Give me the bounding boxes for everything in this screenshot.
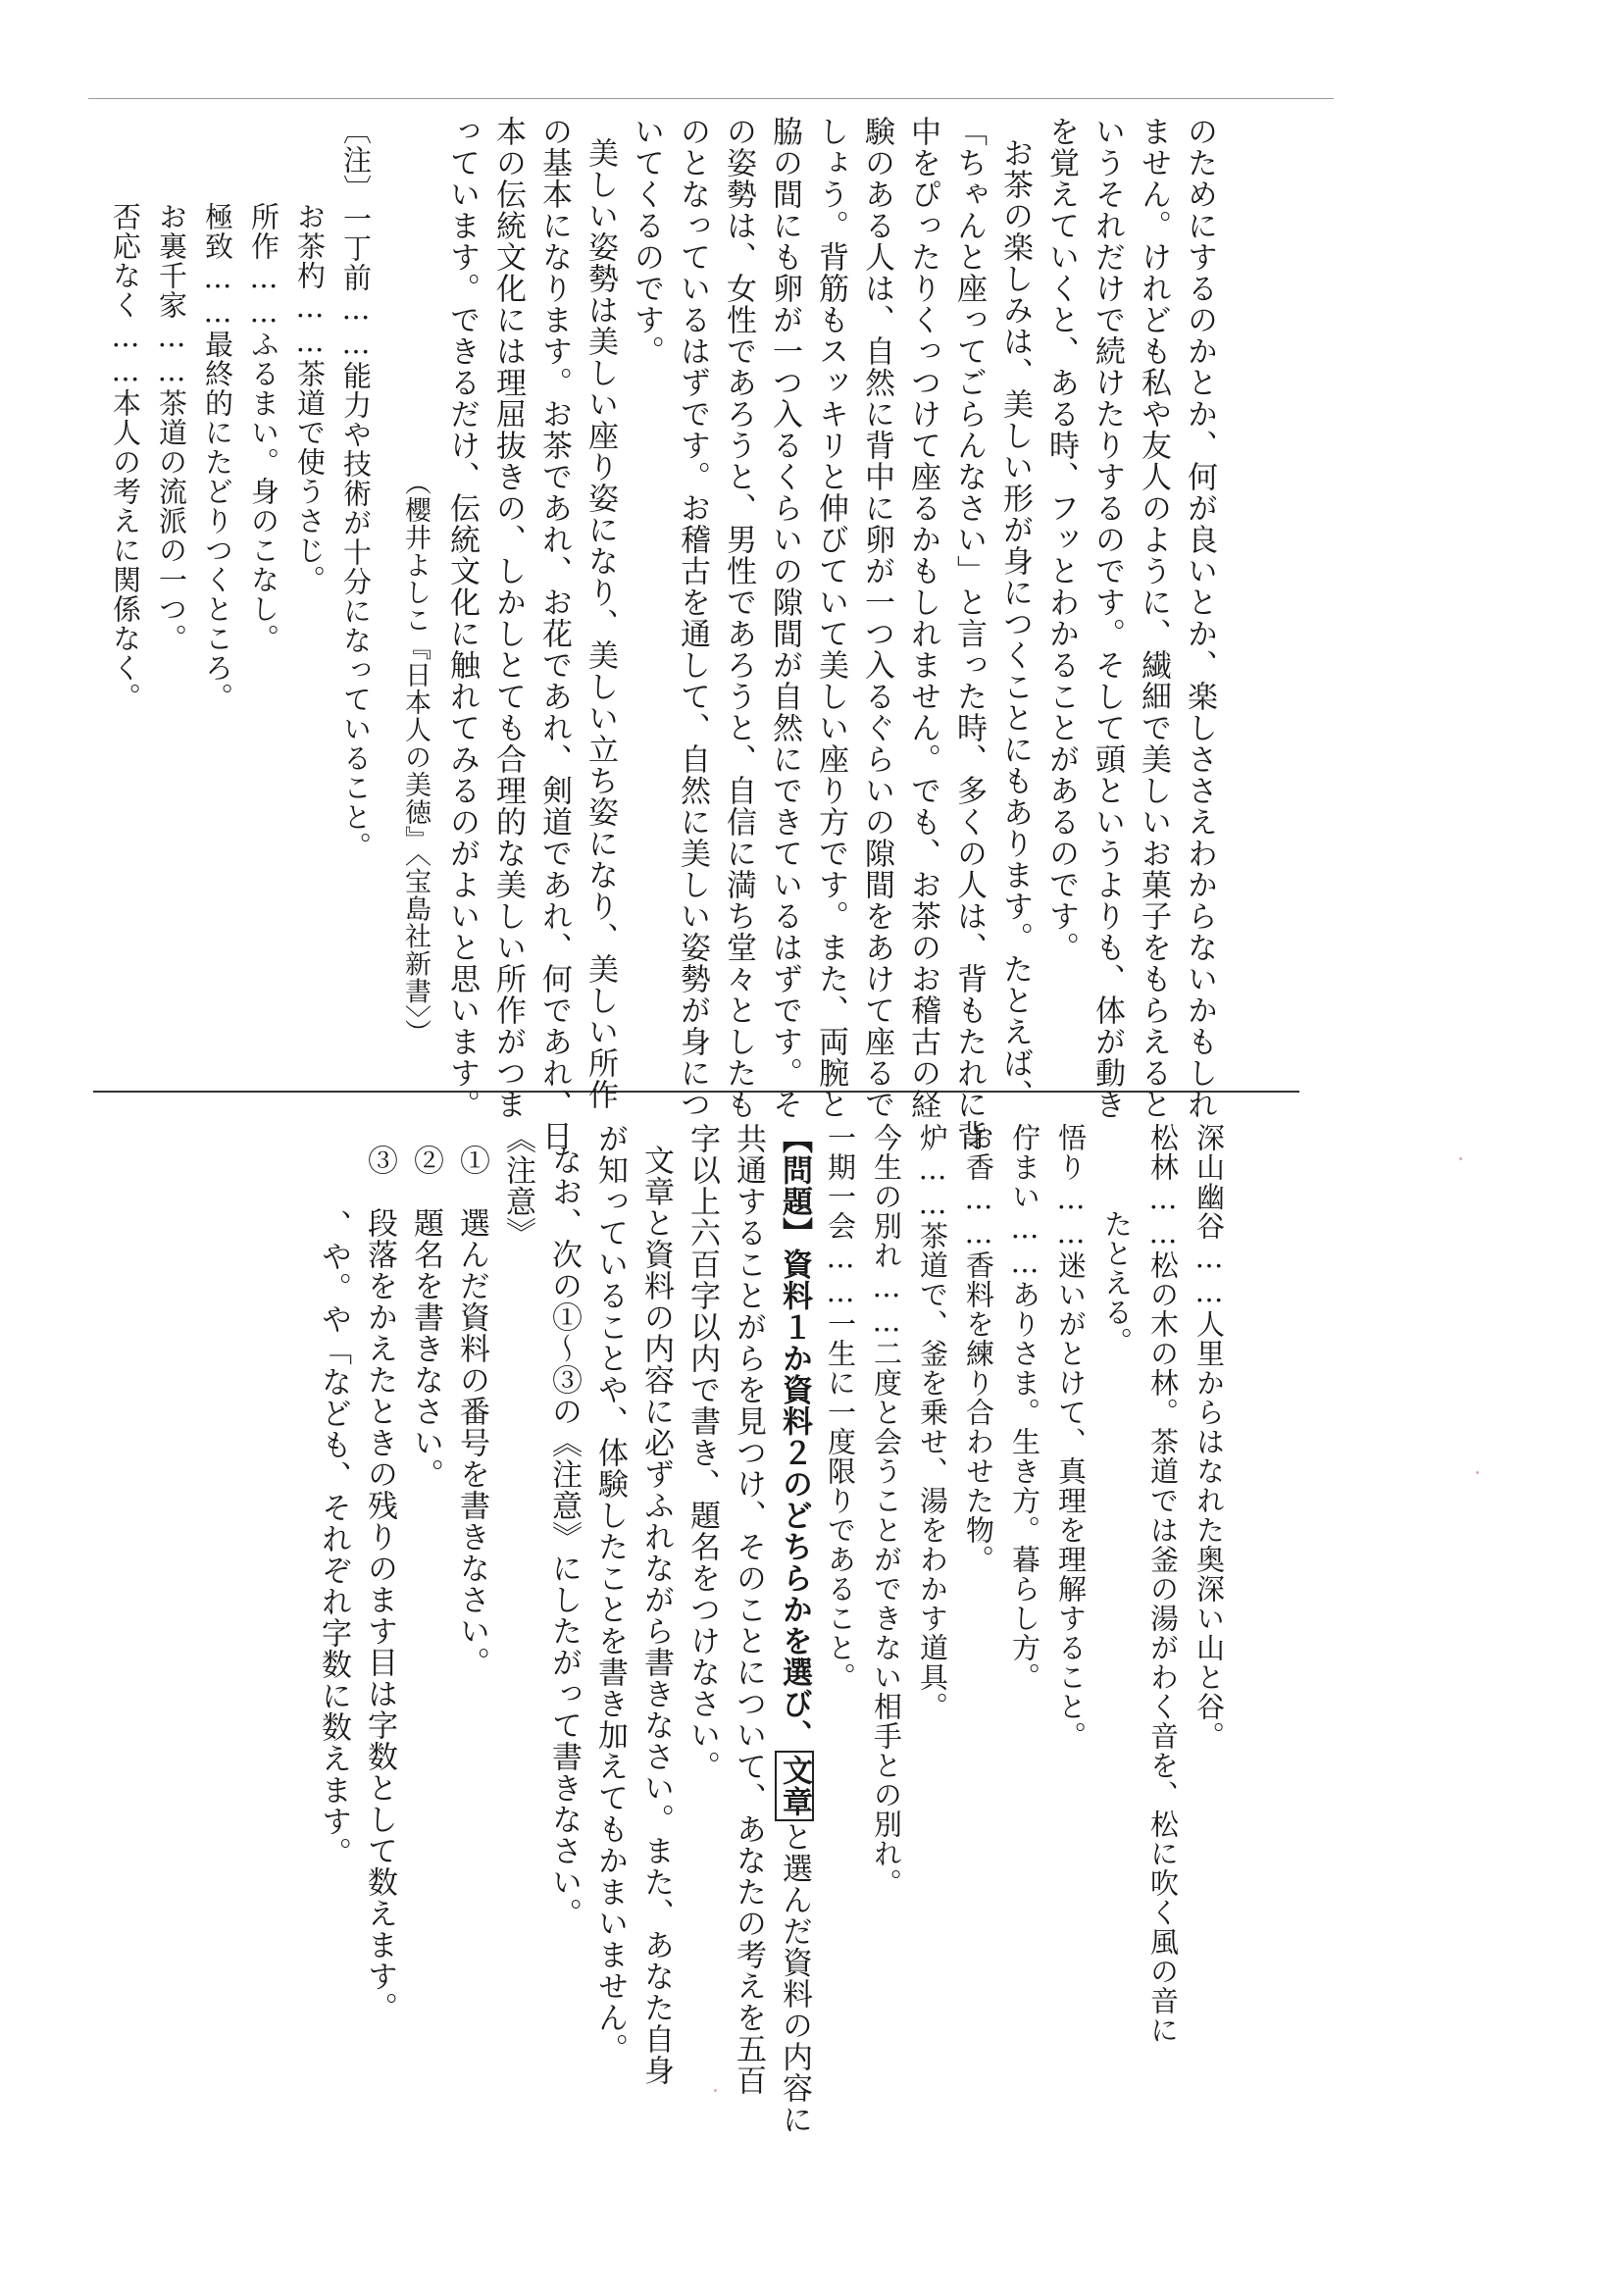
passage-line: を覚えていくと、ある時、フッとわかることがあるのです。	[1043, 116, 1079, 963]
passage-line: 脇の間にも卵が一つ入るくらいの隙間が自然にできているはずです。そ	[767, 116, 802, 1120]
passage-line: 本の伝統文化には理屈抜きの、しかしとても合理的な美しい所作がつま	[490, 116, 526, 1120]
note-item: 悟り……迷いがとけて、真理を理解すること。	[1054, 1123, 1088, 1751]
caution-item: ① 選んだ資料の番号を書きなさい。	[454, 1145, 489, 1678]
note-item: 極致……最終的にたどりつくところ。	[201, 202, 234, 712]
caution-item: ③ 段落をかえたときの残りのます目は字数として数えます。	[362, 1145, 397, 2023]
question-line: 字以上六百字以内で書き、題名をつけなさい。	[685, 1123, 720, 1782]
question-text: と選んだ資料の内容に	[777, 1821, 812, 2135]
note-item: 一丁前……能力や技術が十分になっていること。	[339, 204, 373, 861]
passage-section	[102, 116, 1222, 1151]
passage-line: っています。できるだけ、伝統文化に触れてみるのがよいと思います。	[444, 116, 480, 1120]
question-line: が知っていることや、体験したことを書き加えてもかまいません。	[592, 1123, 628, 2065]
question-line-1	[771, 1123, 817, 2261]
question-section	[310, 1123, 1232, 2261]
note-item: お香……香料を練り合わせた物。	[962, 1123, 995, 1574]
passage-line: しょう。背筋もスッキリと伸びていて美しい座り方です。また、両腕と	[813, 116, 848, 1120]
notes-mark	[332, 116, 379, 1096]
note-item: 佇まい……ありさま。生き方。暮らし方。	[1008, 1123, 1041, 1692]
caution-item: ② 題名を書きなさい。	[408, 1145, 443, 1490]
scan-speck	[1476, 1471, 1479, 1474]
spacer	[379, 116, 392, 1096]
passage-line: 美しい姿勢は美しい座り姿になり、美しい立ち姿になり、美しい所作	[583, 137, 618, 1110]
passage-line: お茶の楽しみは、美しい形が身につくことにもあります。たとえば、	[997, 137, 1033, 1110]
passage-line: のとなっているはずです。お稽古を通して、自然に美しい姿勢が身につ	[675, 116, 710, 1120]
passage-line: いうそれだけで続けたりするのです。そして頭というよりも、体が動き	[1090, 116, 1125, 1120]
question-line: なお、次の①～③の《注意》にしたがって書きなさい。	[546, 1145, 582, 1929]
passage-line: の基本になります。お茶であれ、お花であれ、剣道であれ、何であれ、日	[536, 116, 572, 1151]
passage-line: ません。けれども私や友人のように、繊細で美しいお菓子をもらえると	[1136, 116, 1171, 1120]
passage-line: 中をぴったりくっつけて座るかもしれません。でも、お茶のお稽古の経	[905, 116, 940, 1120]
passage-line: のためにするのかとか、何が良いとか、楽しささえわからないかもしれ	[1182, 116, 1217, 1120]
caution-label: 《注意》	[500, 1123, 535, 1249]
passage-line: いてくるのです。	[629, 116, 664, 367]
question-text: 資料１か資料２のどちらかを選び、	[777, 1249, 812, 1751]
scan-speck	[1459, 1157, 1462, 1160]
note-item: 今生の別れ……二度と会うことができない相手との別れ。	[870, 1123, 903, 1898]
note-item: 深山幽谷……人里からはなれた奥深い山と谷。	[1193, 1123, 1226, 1751]
citation: （櫻井よしこ『日本人の美徳』〈宝島社新書〉）	[400, 469, 431, 1046]
question-line: 文章と資料の内容に必ずふれながら書きなさい。また、あなた自身	[638, 1145, 674, 2086]
passage-line: の姿勢は、女性であろうと、男性であろうと、自信に満ち堂々としたも	[721, 116, 756, 1120]
note-item: 炉……茶道で、釜を乗せ、湯をわかす道具。	[916, 1123, 949, 1721]
passage-line: 験のある人は、自然に背中に卵が一つ入るぐらいの隙間をあけて座るで	[859, 116, 894, 1120]
question-line: 共通することがらを見つけ、そのことについて、あなたの考えを五百	[731, 1123, 766, 2096]
note-item: お裏千家……茶道の流派の一つ。	[155, 202, 188, 653]
caution-item: 、や。や「なども、それぞれ字数に数えます。	[316, 1209, 351, 1868]
note-item: 所作……ふるまい。身のこなし。	[247, 202, 280, 653]
notes-mark-text: 〔注〕	[339, 116, 373, 204]
note-item: 否応なく……本人の考えに関係なく。	[109, 202, 142, 712]
question-label: 【問題】	[777, 1123, 812, 1249]
note-item: たとえる。	[1100, 1209, 1134, 1356]
note-item: 一期一会……一生に一度限りであること。	[824, 1123, 857, 1692]
note-item: お茶杓……茶道で使うさじ。	[293, 202, 327, 594]
scan-speck	[714, 2089, 717, 2092]
passage-line: 「ちゃんと座ってごらんなさい」と言った時、多くの人は、背もたれに背	[951, 116, 987, 1151]
note-item: 松林……松の木の林。茶道では釜の湯がわく音を、松に吹く風の音に	[1146, 1123, 1180, 2045]
top-divider	[88, 98, 1334, 99]
boxed-term: 文章	[775, 1751, 814, 1821]
